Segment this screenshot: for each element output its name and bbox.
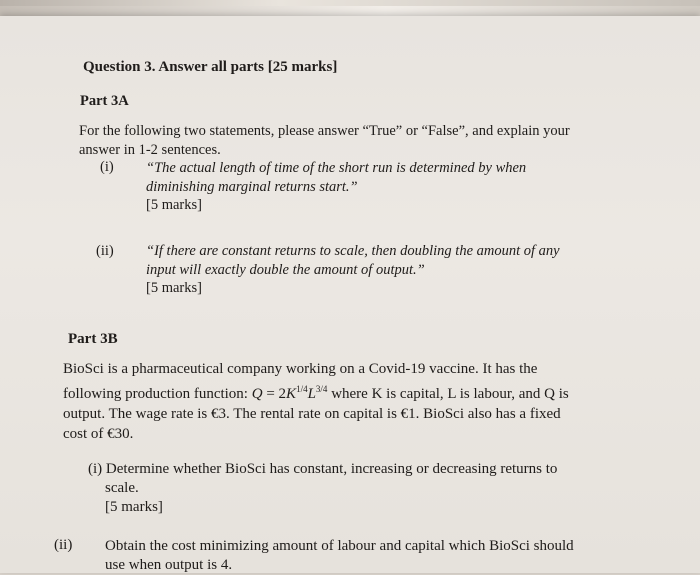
marks-label: [5 marks] <box>146 197 202 213</box>
sub-question-line: scale. <box>105 480 139 496</box>
sub-question-ii <box>105 537 574 575</box>
marks-label: [5 marks] <box>105 499 163 515</box>
statement-number: (i) <box>100 159 114 175</box>
question-title: Question 3. Answer all parts [25 marks] <box>83 59 338 75</box>
statement-number: (ii) <box>96 243 114 259</box>
sub-question-line: (i) Determine whether BioSci has constant, increasing or decreasing returns to <box>88 461 558 477</box>
statement-line: input will exactly double the amount of output.” <box>146 262 425 278</box>
production-function: $Q = 2K^{1/4}L^{3/4}$ <box>251 384 328 402</box>
marks-label: [5 marks] <box>146 280 202 296</box>
description-line: cost of €30. <box>63 426 134 442</box>
instruction-line: For the following two statements, please answer “True” or “False”, and explain your <box>79 123 570 139</box>
sub-question-line: Obtain the cost minimizing amount of labour and capital which BioSci should <box>105 538 574 554</box>
sub-question-line: use when output is 4. <box>105 557 233 573</box>
background-stripe <box>0 6 700 16</box>
part-3a-instructions <box>79 122 639 160</box>
sub-question-i <box>88 460 557 517</box>
instruction-line: answer in 1-2 sentences. <box>79 142 221 158</box>
description-line: following production function: $Q = 2K^{1/4}L^{3/4}$ where K is capital, L is labour, and Q is <box>63 384 569 402</box>
statement-i <box>146 159 526 214</box>
statement-line: diminishing marginal returns start.” <box>146 179 358 195</box>
description-line: output. The wage rate is €3. The rental rate on capital is €1. BioSci also has a fixed <box>63 406 561 422</box>
description-line: BioSci is a pharmaceutical company working on a Covid-19 vaccine. It has the <box>63 361 538 377</box>
part-3a-heading: Part 3A <box>80 93 129 109</box>
statement-line: “If there are constant returns to scale, then doubling the amount of any <box>146 243 560 259</box>
statement-line: “The actual length of time of the short run is determined by when <box>146 160 527 176</box>
part-3b-description <box>63 359 641 444</box>
exam-page <box>0 16 700 573</box>
sub-question-ii-number: (ii) <box>54 537 73 553</box>
part-3b-heading: Part 3B <box>68 331 118 347</box>
statement-ii <box>146 242 560 297</box>
